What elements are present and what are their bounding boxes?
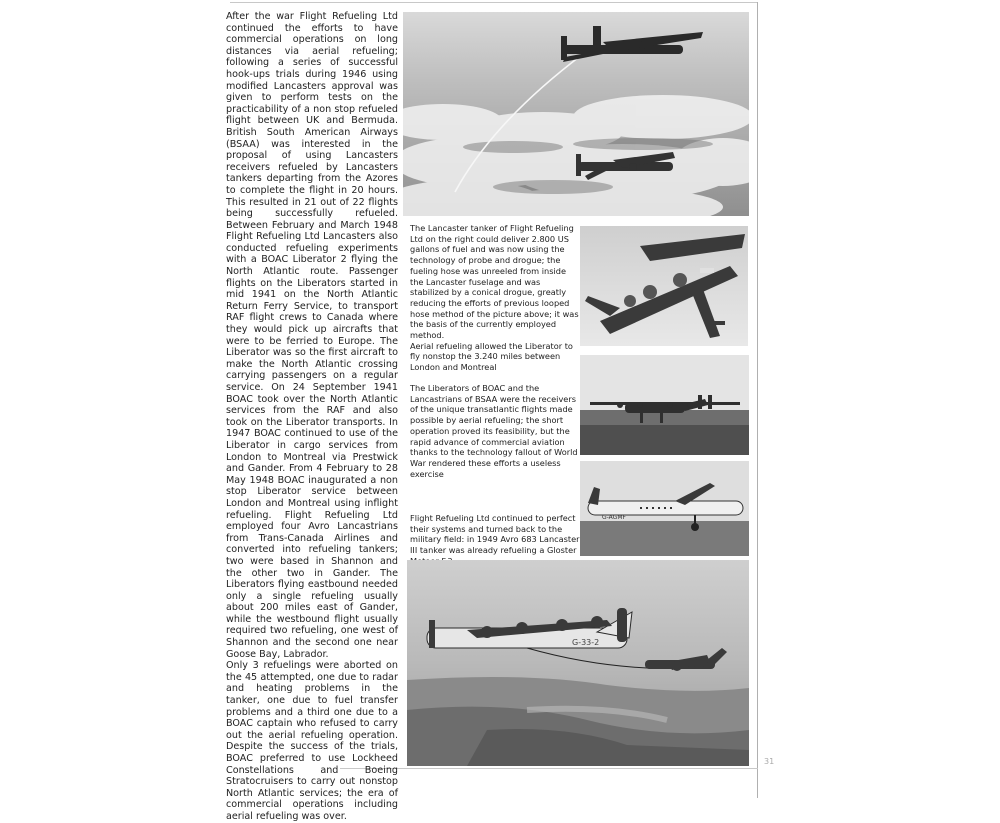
photo-looped-hose-refueling — [403, 12, 749, 216]
lancastrian-registration: G-AGMF — [602, 514, 626, 521]
caption-military-refueling — [410, 513, 580, 567]
photo-lancaster-tanker — [580, 226, 748, 346]
article-body: After the war Flight Refueling Ltd continued the efforts to have commercial operations on long distances via aerial refueling; following a series of successful hook-ups trials during 1946 using modified Lancasters approval was given to perform tests on the practicability of a non stop refueled flight between UK and Bermuda. British South American Airways (BSAA) was interested in the proposal of using Lancasters receivers refueled by Lancasters tankers departing from the Azores to complete the flight in 20 hours. This resulted in 21 out of 22 flights being successfully refueled. Between February and March 1948 Flight Refueling Ltd Lancasters also conducted refueling experiments with a BOAC Liberator 2 flying the North Atlantic route. Passenger flights on the Liberators started in mid 1941 on the North Atlantic Return Ferry Service, to transport RAF flight crews to Canada where they would pick up aircrafts that were to be ferried to Europe. The Liberator was so the first aircraft to make the North Atlantic crossing carrying passengers on a regular service. On 24 September 1941 BOAC took over the North Atlantic services from the RAF and also took on the Liberator transports. In 1947 BOAC continued to use of the Liberator in cargo services from London to Montreal via Prestwick and Gander. From 4 February to 28 May 1948 BOAC inaugurated a non stop Liberator service between London and Montreal using inflight refueling. Flight Refueling Ltd employed four Avro Lancastrians from Trans-Canada Airlines and converted into refueling tankers; two were based in Shannon and the other two in Gander. The Liberators flying eastbound needed only a single refueling usually about 200 miles east of Gander, while the westbound flight usually required two refueling, one west of Shannon and the second one near Goose Bay, Labrador. Only 3 refuelings were aborted on the 45 attempted, one due to radar and heating problems in the tanker, one due to fuel transfer problems and a third one due to a BOAC captain who refused to carry out the aerial refueling operation. Despite the success of the trials, BOAC preferred to use Lockheed Constellations and Boeing Stratocruisers to carry out nonstop North Atlantic services; the era of commercial operations including aerial refueling was over. — [226, 11, 398, 822]
page-edge-rule — [757, 2, 758, 798]
caption-lancaster-tanker-text: The Lancaster tanker of Flight Refueling Ltd on the right could deliver 2.800 US gallons of fuel and was now using the technology of probe and drogue; the fueling hose was unreeled from inside the Lancaster fuselage and was stabilized by a conical drogue, greatly reducing the efforts of previous looped hose method of the picture above; it was the basis of the currently employed method. Aerial refueling allowed the Liberator to fly nonstop the 3.240 miles between London and Montreal — [410, 223, 579, 373]
bottom-rule — [340, 768, 758, 769]
caption-liberators — [410, 383, 578, 479]
top-rule — [230, 2, 758, 3]
caption-military-refueling-text: Flight Refueling Ltd continued to perfect their systems and turned back to the military field: in 1949 Avro 683 Lancaster III tanker was already refueling a Gloster — [410, 513, 580, 556]
page-number: 31 — [764, 757, 775, 766]
photo-lancaster-refueling-meteor — [407, 560, 749, 766]
caption-lancaster-tanker — [410, 223, 580, 373]
photo-bsaa-lancastrian — [580, 461, 749, 556]
lancaster-code: G-33-2 — [572, 638, 600, 647]
photo-boac-liberator — [580, 355, 749, 455]
caption-liberators-text: The Liberators of BOAC and the Lancastrians of BSAA were the receivers of the unique transatlantic flights made possible by aerial refueling; the short operation proved its feasibility, but the rapid advance of commercial aviation thanks to the technology fallout of World War rendered these efforts a useless exercise — [410, 383, 578, 479]
